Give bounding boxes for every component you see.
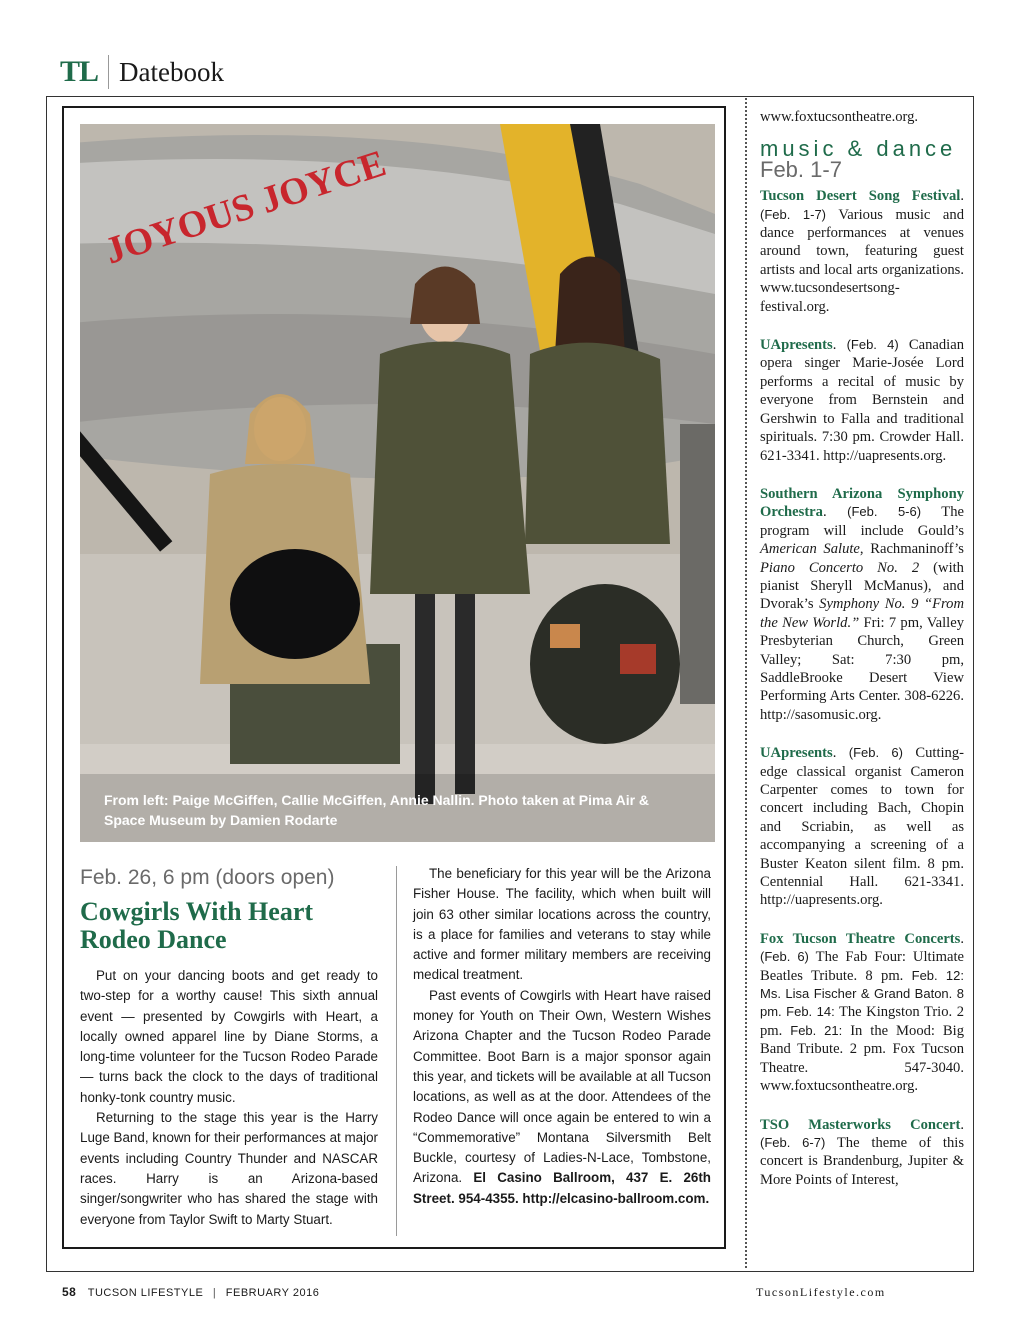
event-text: , Rachmaninoff’s bbox=[859, 541, 964, 558]
event-work-title: American Salute bbox=[760, 541, 860, 558]
sidebar-date-range: Feb. 1-7 bbox=[760, 156, 842, 182]
event-work-title: Symphony No. 9 “From the New World.” bbox=[760, 596, 964, 631]
event-date: Feb. 21: bbox=[790, 1022, 843, 1038]
publication-name: TUCSON LIFESTYLE bbox=[87, 1287, 204, 1299]
sidebar-dotted-rule bbox=[745, 98, 747, 1268]
event-listing: UApresents. (Feb. 6) Cutting-edge classical organist Cameron Carpenter comes to town for concert including Bach, Chopin and Scriabin, as well as accompanying a screening of a Buster Keaton silent film. 8 pm. Centennial Hall. 621-3341. http://uapresents.org. bbox=[760, 745, 965, 909]
frame-bottom-rule bbox=[46, 1271, 974, 1272]
feature-paragraph bbox=[413, 986, 711, 1209]
feature-paragraph: Returning to the stage this year is the Harry Luge Band, known for their performances at major events including Country Thunder and NASCAR races. Harry is an Arizona-based singer/songwriter who has shared the stage with everyone from Taylor Swift to Marty Stuart. bbox=[80, 1110, 378, 1227]
venue-info: El Casino Ballroom, 437 E. 26th Street. 954-4355. http://elcasino-ballroom.com. bbox=[413, 1170, 711, 1206]
event-text: Canadian opera singer Marie-Josée Lord performs a recital of music by everyone from Bernstein and Gershwin to Falla and traditional spirituals. 7:30 pm. Crowder Hall. 621-3341. http://uapresents.org. bbox=[760, 337, 965, 464]
event-text: Fri: 7 pm, Valley Presbyterian Church, Green Valley; Sat: 7:30 pm, SaddleBrooke Desert View Performing Arts Center. 308-6226. http://sasomusic.org. bbox=[760, 614, 965, 723]
page-number: 58 bbox=[62, 1285, 77, 1299]
column-divider bbox=[396, 866, 397, 1236]
frame-top-rule bbox=[46, 96, 974, 97]
feature-paragraph: The beneficiary for this year will be the Arizona Fisher House. The facility, which when built will join 63 other similar locations across the country, is a place for families and veterans to stay while active and former military members are receiving medical treatment. bbox=[413, 866, 711, 983]
event-name: Tucson Desert Song Festival bbox=[760, 188, 961, 205]
sidebar-top-url: www.foxtucsontheatre.org. bbox=[760, 109, 919, 125]
footer-separator: | bbox=[212, 1287, 217, 1299]
feature-title: Cowgirls With Heart Rodeo Dance bbox=[80, 897, 314, 954]
frame-left-rule bbox=[46, 96, 47, 1272]
photo-caption: From left: Paige McGiffen, Callie McGiffen, Annie Nallin. Photo taken at Pima Air & Space Museum by Damien Rodarte bbox=[104, 792, 650, 828]
event-text: Ms. Lisa Fischer & Grand Baton. 8 pm. bbox=[760, 986, 964, 1020]
event-listing: Tucson Desert Song Festival. (Feb. 1-7) Various music and dance performances at venues around town, featuring guest artists and local arts organizations. www.tucsondesertsong-festival.org. bbox=[760, 188, 965, 315]
event-name: Southern Arizona Symphony Orchestra bbox=[760, 485, 964, 521]
event-text: Cutting-edge classical organist Cameron Carpenter comes to town for concert including Bach, Chopin and Scriabin, as well as accompanying a screening of a Buster Keaton silent film. 8 pm. Centennial Hall. 621-3341. http://uapresents.org. bbox=[760, 745, 965, 909]
website-url: TucsonLifestyle.com bbox=[756, 1285, 886, 1299]
sidebar-column bbox=[760, 108, 964, 1189]
event-listing: UApresents. (Feb. 4) Canadian opera singer Marie-Josée Lord performs a recital of music by everyone from Bernstein and Gershwin to Falla and traditional spirituals. 7:30 pm. Crowder Hall. 621-3341. http://uapresents.org. bbox=[760, 337, 965, 464]
event-text: Various music and dance performances at venues around town, featuring guest artists and local arts organizations. www.tucsondesertsong-festival.org. bbox=[760, 206, 965, 315]
sidebar-heading: music & dance bbox=[760, 136, 957, 162]
event-listing: Southern Arizona Symphony Orchestra. (Feb. 5-6) The program will include Gould’s American Salute, Rachmaninoff’s Piano Concerto No. 2 (with pianist Sheryll McManus), and Dvorak’s Symphony No. 9 “From the New World.” Fri: 7 pm, Valley Presbyterian Church, Green Valley; Sat: 7:30 pm, SaddleBrooke Desert View Performing Arts Center. 308-6226. http://sasomusic.org. bbox=[760, 485, 965, 723]
issue-date: FEBRUARY 2016 bbox=[225, 1287, 320, 1299]
event-date: (Feb. 6-7) bbox=[760, 1134, 826, 1150]
feature-column-left bbox=[80, 966, 378, 1230]
event-date: (Feb. 5-6) bbox=[847, 504, 922, 520]
event-name: UApresents bbox=[760, 337, 833, 354]
event-name: UApresents bbox=[760, 745, 833, 762]
section-title: Datebook bbox=[119, 56, 224, 87]
event-name: Fox Tucson Theatre Concerts bbox=[760, 930, 961, 947]
feature-paragraph: Put on your dancing boots and get ready to two-step for a worthy cause! This sixth annual event — presented by Cowgirls with Heart, a locally owned apparel line by Diane Storms, a long-time volunteer for the Tucson Rodeo Parade — turns back the clock to the days of traditional honky-tonk country music. bbox=[80, 968, 378, 1105]
feature-date: Feb. 26, 6 pm (doors open) bbox=[80, 866, 335, 889]
event-text: The theme of this concert is Brandenburg, Jupiter & More Points of Interest, bbox=[760, 1134, 964, 1188]
feature-paragraph-text: Past events of Cowgirls with Heart have raised money for Youth on Their Own, Western Wishes Arizona Chapter and the Tucson Rodeo Parade Committee. Boot Barn is a major sponsor again this year, and tickets will be available at all Tucson locations, as well as at the door. Attendees of the Rodeo Dance will once again be entered to win a “Commemorative” Montana Silversmith Belt Buckle, courtesy of Ladies-N-Lace, Tombstone, Arizona. bbox=[413, 987, 711, 1186]
event-text: (with pianist Sheryll McManus), and Dvorak’s bbox=[760, 559, 964, 613]
event-date: (Feb. 4) bbox=[846, 337, 899, 353]
event-listing: Fox Tucson Theatre Concerts. (Feb. 6) The Fab Four: Ultimate Beatles Tribute. 8 pm. Feb. 12: Ms. Lisa Fischer & Grand Baton. 8 pm. Feb. 14: The Kingston Trio. 2 pm. Feb. 21: In the Mood: Big Band Tribute. 2 pm. Fox Tucson Theatre. 547-3040. www.foxtucsontheatre.org. bbox=[760, 930, 965, 1095]
photo-illustration bbox=[80, 124, 715, 842]
magazine-logo: TL bbox=[60, 55, 109, 89]
event-listing: TSO Masterworks Concert. (Feb. 6-7) The theme of this concert is Brandenburg, Jupiter & More Points of Interest, bbox=[760, 1116, 964, 1188]
feature-photo bbox=[80, 124, 715, 842]
event-date: Feb. 14: bbox=[786, 1004, 835, 1020]
event-text: The Fab Four: Ultimate Beatles Tribute. 8 pm. bbox=[760, 949, 964, 984]
plane-nose-art: JOYOUS JOYCE bbox=[99, 142, 391, 273]
event-date: (Feb. 1-7) bbox=[760, 206, 827, 222]
event-text: In the Mood: Big Band Tribute. 2 pm. Fox Tucson Theatre. 547-3040. www.foxtucsontheatre.org. bbox=[760, 1022, 965, 1095]
event-work-title: Piano Concerto No. 2 bbox=[760, 559, 920, 576]
page-header bbox=[60, 52, 224, 92]
frame-right-rule bbox=[973, 96, 974, 1272]
event-text: The program will include Gould’s bbox=[760, 504, 965, 539]
event-date: (Feb. 6) bbox=[848, 745, 903, 761]
page-footer bbox=[62, 1285, 319, 1299]
event-name: TSO Masterworks Concert bbox=[760, 1116, 961, 1133]
event-date: Feb. 12: bbox=[911, 967, 965, 983]
event-date: (Feb. 6) bbox=[760, 949, 809, 965]
event-text: The Kingston Trio. 2 pm. bbox=[760, 1004, 964, 1039]
feature-column-right bbox=[413, 864, 711, 1209]
